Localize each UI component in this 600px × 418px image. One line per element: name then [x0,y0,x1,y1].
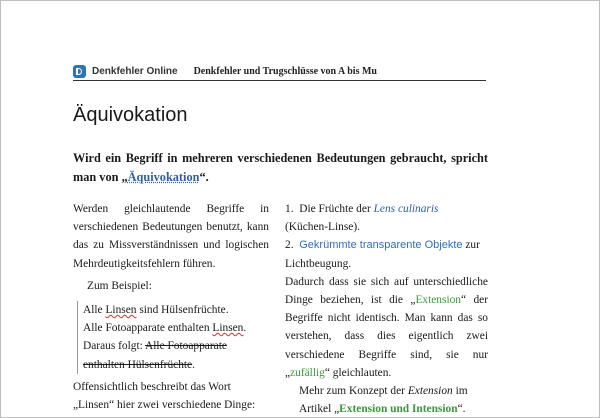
header-subtitle: Denkfehler und Trugschlüsse von A bis Mu [193,65,377,77]
page-title: Äquivokation [73,104,188,126]
denkfehler-logo-icon [73,65,86,78]
example-line-1 [83,301,269,319]
link-gekruemmte-objekte[interactable]: Gekrümmte transparente Objekte [299,239,463,252]
more-paragraph-pre: Mehr zum Konzept der [299,385,408,398]
extension-emphasis: Extension [407,385,453,398]
example-word-linsen-2: Linsen [212,322,244,335]
link-lens-culinaris[interactable]: Lens culinaris [373,203,439,215]
left-column [73,200,269,414]
term-link-aequivokation[interactable]: Äquivokation [127,169,200,184]
more-paragraph-end: “. [457,403,466,416]
list-item-2 [285,236,488,272]
example-block [77,301,269,374]
outro-paragraph: Offensichtlich beschreibt das Wort „Linsen“ hier zwei verschiedene Dinge: [73,380,256,412]
link-zufaellig[interactable]: zufällig [290,366,325,379]
list-item-1 [285,200,488,236]
site-name: Denkfehler Online [92,65,178,77]
list-item-1-number: 1. [285,203,294,215]
example-line-3-pre: Daraus folgt: [83,340,146,353]
example-line-3 [83,337,269,373]
example-line-2 [83,319,269,337]
lead-text-after: “. [199,169,209,184]
right-column [285,200,488,418]
example-label: Zum Beispiel: [87,279,152,292]
intro-paragraph: Werden gleichlautende Begriffe in verschiedenen Bedeutungen benutzt, kann das zu Missverständnissen und logischen Mehrdeutigkeitsfehlern führen. [73,203,269,270]
example-line-1-pre: Alle [83,304,106,317]
list-item-2-text: zur Lichtbeugung. [285,239,480,270]
struck-conclusion: Alle Fotoapparate enthalten Hülsenfrüchte [83,340,227,371]
example-line-2-pre: Alle Fotoapparate enthalten [83,322,213,335]
list-item-2-number: 2. [285,239,294,252]
link-extension-und-intension[interactable]: Extension und Intension [339,403,458,416]
example-line-1-post: sind Hülsenfrüchte. [136,304,229,317]
extension-paragraph-end: “ gleichlauten. [324,366,392,379]
example-line-3-post: . [192,358,195,371]
example-word-linsen-1: Linsen [105,304,137,317]
example-line-2-post: . [243,322,247,335]
lead-text-before: Wird ein Begriff in mehreren verschiedenen Bedeutungen gebraucht, spricht man von „ [73,151,488,184]
more-paragraph [285,382,488,418]
extension-paragraph [285,273,488,382]
list-item-1-note: (Küchen-Linse). [285,221,360,234]
link-extension[interactable]: Extension [415,294,461,307]
more-paragraph-mid: im Artikel „ [299,385,468,416]
page-header [73,62,486,81]
extension-paragraph-pre: Dadurch dass sie sich auf unterschiedliche Dinge beziehen, ist die „ [285,275,488,307]
list-item-1-text: Die Früchte der [299,203,374,215]
lead-paragraph [73,149,488,186]
extension-paragraph-mid: “ der Begriffe nicht identisch. Man kann das so verstehen, dass dies eigentlich zwei verschiedene Begriffe sind, sie nur „ [285,294,488,379]
